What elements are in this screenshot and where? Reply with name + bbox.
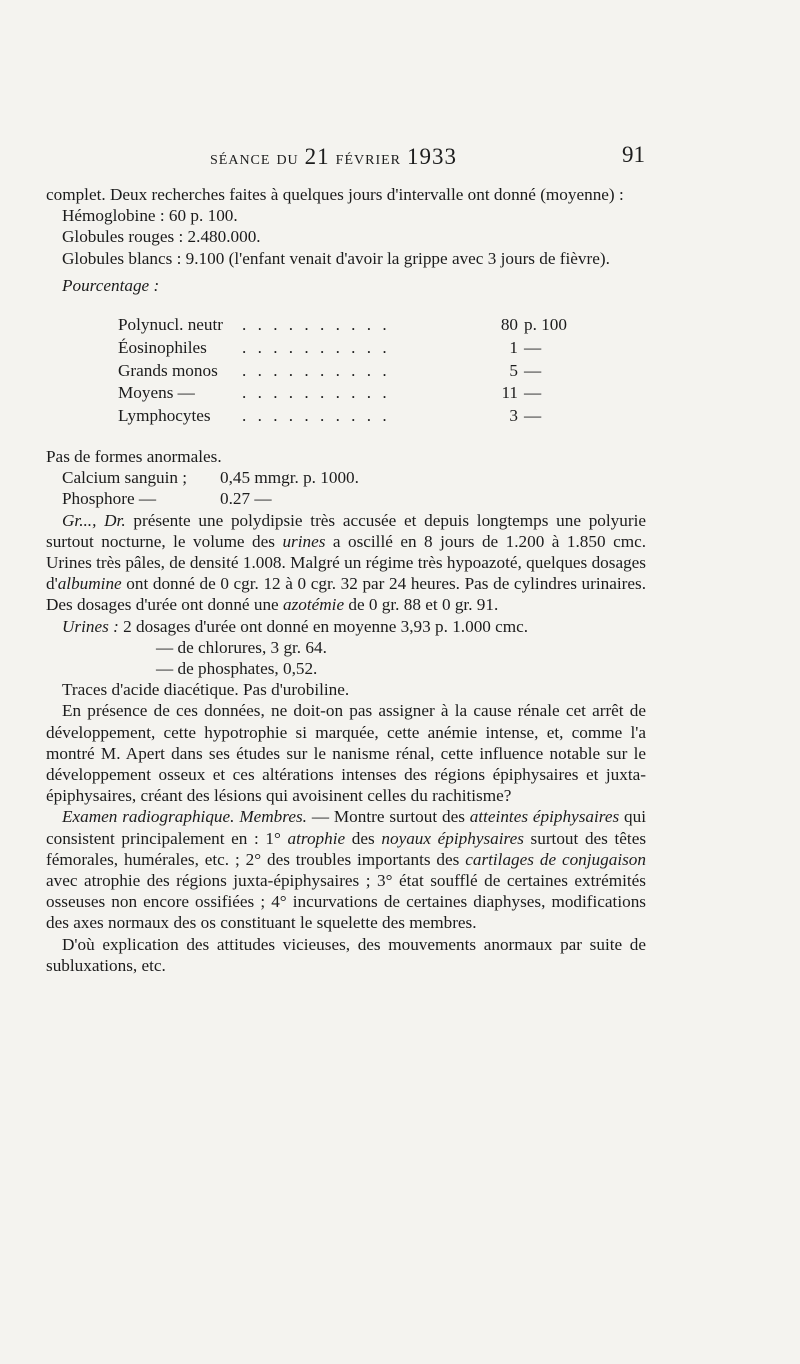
page-body [46,184,646,976]
patient-name: Gr..., Dr. [62,510,126,530]
urines-label: Urines : [62,616,119,636]
text: qui consistent principalement en : 1° [46,807,646,848]
row-leader: . . . . . . . . . . [242,360,391,380]
table-row [118,337,584,360]
term-urines: urines [282,531,326,551]
paragraph-final: D'où explication des attitudes vicieuses, des mouvements anormaux par suite de subluxations, etc. [46,934,646,975]
text: — Montre surtout des [306,807,470,827]
row-value: 80 [500,315,518,335]
row-leader: . . . . . . . . . . [242,337,391,357]
term-noyaux: noyaux épiphysaires [381,828,524,848]
row-value: 11 [501,383,518,403]
pourcentage-table [118,314,584,428]
phosphore-value: 0.27 — [220,489,272,509]
table-row [118,382,584,405]
row-leader: . . . . . . . . . . [242,406,391,426]
term-atrophie: atrophie [287,828,346,848]
row-unit: — [524,337,542,357]
text: avec atrophie des régions juxta-épiphysaires ; 3° état soufflé de certaines extrémités osseuses non encore ossifiées ; 4° incurvations de certaines diaphyses, modifications des axes normaux des os constituant le squelette des membres. [46,871,646,933]
pourcentage-heading: Pourcentage : [62,275,160,295]
title-day: 21 [304,144,330,169]
line-formes: Pas de formes anormales. [46,447,222,466]
line-phosphates: — de phosphates, 0,52. [156,659,318,679]
table-row [118,314,584,337]
examen-heading: Examen radiographique. Membres. [62,807,307,827]
page-number: 91 [622,142,645,167]
paragraph-complet: complet. Deux recherches faites à quelques jours d'intervalle ont donné (moyenne) : [46,185,624,204]
text: des [345,828,382,848]
calcium-label: Calcium sanguin ; [62,468,188,488]
line-phosphore [46,488,646,509]
table-row [118,405,584,428]
row-unit: — [524,406,542,426]
term-azotemie: azotémie [282,595,345,615]
running-head [0,144,800,174]
table-row [118,360,584,383]
row-label: Grands monos [118,360,218,380]
row-unit: p. 100 [524,315,567,335]
term-albumine: albumine [57,574,122,594]
paragraph-presence: En présence de ces données, ne doit-on pas assigner à la cause rénale cet arrêt de développement, cette hypotrophie si marquée, cette anémie intense, et, comme l'a montré M. Apert dans ses études sur le nanisme rénal, cette influence notable sur le développement osseux et ces altérations intenses des régions épiphysaires et juxta-épiphysaires, créant des lésions qui avoisinent celles du rachitisme? [46,701,646,806]
row-label: Éosinophiles [118,337,207,357]
line-calcium [46,467,646,488]
title-pre: séance du [210,147,305,169]
row-label: Lymphocytes [118,406,211,426]
row-value: 3 [509,406,518,426]
line-urines [46,616,646,637]
line-traces: Traces d'acide diacétique. Pas d'urobiline. [62,680,350,700]
text: présente une polydipsie très accusée et depuis longtemps une polyurie surtout nocturne, le volume des [46,510,646,551]
text: surtout des têtes fémorales, humérales, etc. ; 2° des troubles importants des [46,828,647,869]
row-label: Moyens — [118,383,195,403]
text: a oscillé en 8 jours de 1.200 à 1.850 cmc. Urines très pâles, de densité 1.008. Malgré un régime très hypoazoté, quelques dosages d' [46,531,646,594]
row-unit: — [524,383,542,403]
row-value: 5 [509,360,518,380]
line-hemoglobine: Hémoglobine : 60 p. 100. [62,206,238,226]
title-year: 1933 [407,144,458,169]
row-value: 1 [509,337,518,357]
row-leader: . . . . . . . . . . [242,315,391,335]
line-chlorures: — de chlorures, 3 gr. 64. [156,637,327,657]
running-title [210,144,457,170]
phosphore-label: Phosphore — [62,489,157,509]
row-label: Polynucl. neutr [118,315,224,335]
title-mid: février [329,147,408,169]
text: de 0 gr. 88 et 0 gr. 91. [344,595,499,615]
row-leader: . . . . . . . . . . [242,383,391,403]
row-unit: — [524,360,542,380]
line-globules-rouges: Globules rouges : 2.480.000. [62,227,261,247]
term-atteintes: atteintes épiphysaires [469,807,620,827]
paragraph-examen [46,806,646,933]
urines-text: 2 dosages d'urée ont donné en moyenne 3,93 p. 1.000 cmc. [118,616,529,636]
term-cartilages: cartilages de conjugaison [465,849,646,869]
text: ont donné de 0 cgr. 12 à 0 cgr. 32 par 24 heures. Pas de cylindres urinaires. Des dosages d'urée ont donné une [46,574,646,615]
paragraph-gr [46,510,646,616]
calcium-value: 0,45 mmgr. p. 1000. [220,468,359,488]
line-globules-blancs: Globules blancs : 9.100 (l'enfant venait d'avoir la grippe avec 3 jours de fièvre). [62,248,610,268]
